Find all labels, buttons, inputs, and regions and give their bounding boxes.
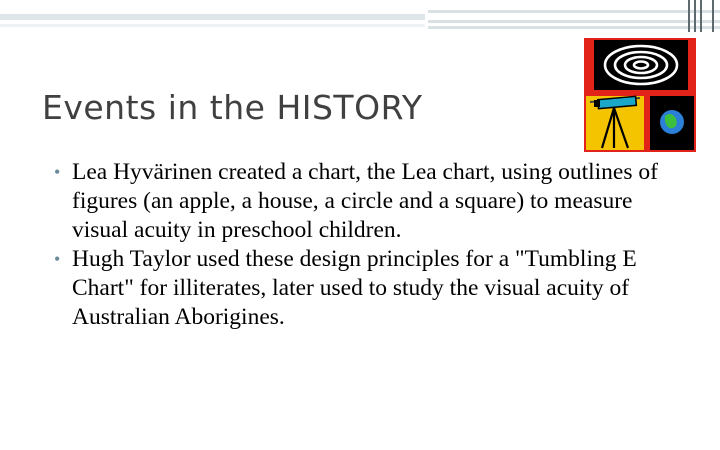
top-decor-bar xyxy=(0,14,425,20)
top-right-decor xyxy=(428,0,720,32)
bullet-list xyxy=(50,158,680,332)
bullet-item xyxy=(50,245,680,332)
top-decor-bar-thin xyxy=(0,24,425,27)
astronomy-clipart-icon xyxy=(584,38,696,152)
bullet-text: Hugh Taylor used these design principles for a "Tumbling E Chart" for illiterates, later used to study the visual acuity of Australian Aborigines. xyxy=(72,246,637,330)
bullet-item xyxy=(50,158,680,245)
slide-title: Events in the HISTORY xyxy=(42,88,423,127)
bullet-icon: • xyxy=(54,249,61,269)
bullet-icon: • xyxy=(54,162,61,182)
bullet-text: Lea Hyvärinen created a chart, the Lea chart, using outlines of figures (an apple, a house, a circle and a square) to measure visual acuity in preschool children. xyxy=(72,159,658,243)
